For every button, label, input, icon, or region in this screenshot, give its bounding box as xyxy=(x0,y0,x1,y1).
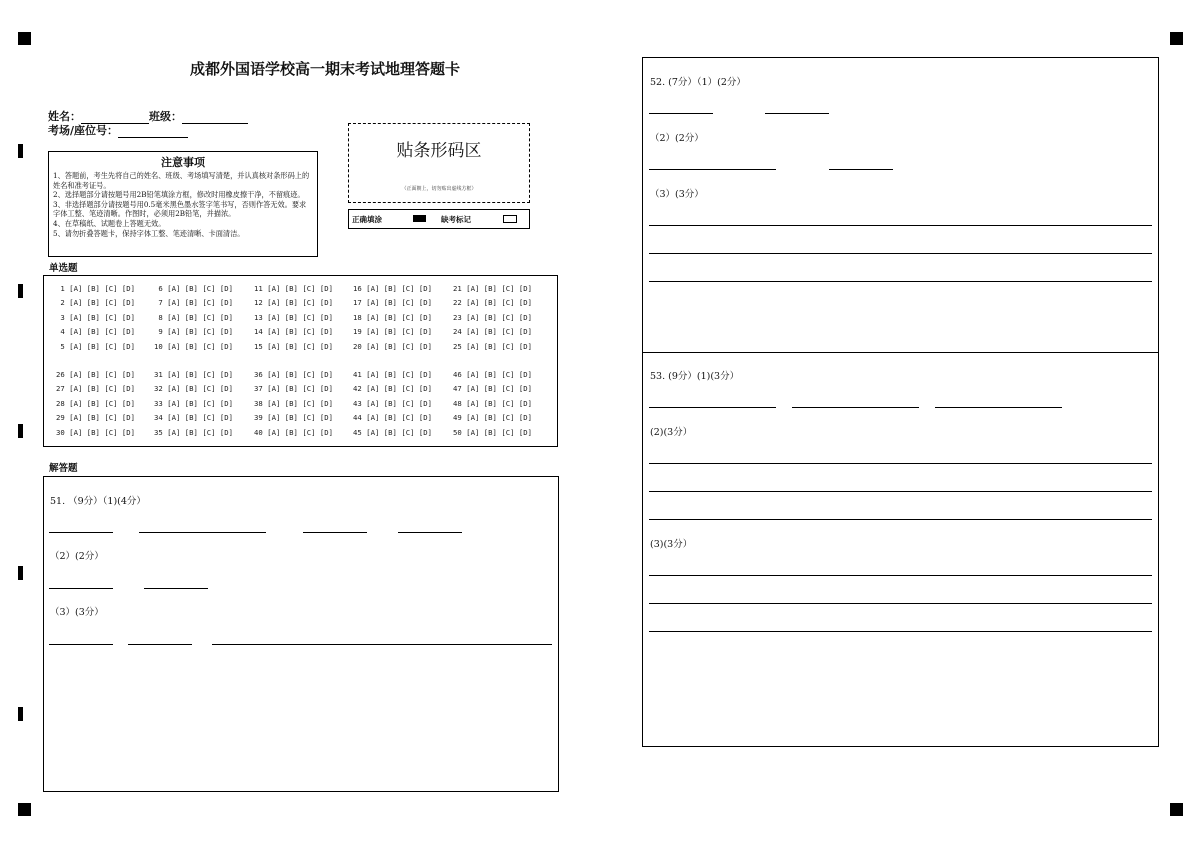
mcq-question-6[interactable]: 6 [A] [B] [C] [D] xyxy=(154,284,234,293)
notice-item: 1、答题前，考生先将自己的姓名、班级、考场填写清楚，并认真核对条形码上的姓名和准考证号。 xyxy=(53,171,310,190)
name-label: 姓名： xyxy=(48,110,81,123)
mcq-question-49[interactable]: 49 [A] [B] [C] [D] xyxy=(453,413,533,423)
answer-line[interactable] xyxy=(649,575,1152,576)
barcode-area xyxy=(348,123,530,203)
answer-line[interactable] xyxy=(49,644,113,645)
q52-title: 52. (7分）（1）(2分） xyxy=(650,77,746,88)
answer-line[interactable] xyxy=(649,519,1152,520)
mcq-question-30[interactable]: 30 [A] [B] [C] [D] xyxy=(56,427,136,437)
answer-line[interactable] xyxy=(144,588,208,589)
mcq-question-2[interactable]: 2 [A] [B] [C] [D] xyxy=(56,298,136,308)
barcode-label: 贴条形码区 xyxy=(396,141,482,161)
registration-mark xyxy=(18,803,31,816)
mcq-question-48[interactable]: 48 [A] [B] [C] [D] xyxy=(453,398,533,408)
q53-part3: (3)(3分） xyxy=(650,539,693,550)
notice-heading: 注意事项 xyxy=(161,156,205,169)
mcq-question-32[interactable]: 32 [A] [B] [C] [D] xyxy=(154,384,234,394)
q52-part2: （2）(2分） xyxy=(650,133,704,144)
answer-line[interactable] xyxy=(649,407,776,408)
exam-seat-label: 考场/座位号： xyxy=(48,124,119,137)
barcode-note: （正面朝上，切勿贴出虚线方框） xyxy=(401,186,477,192)
timing-mark xyxy=(18,144,23,158)
answer-line[interactable] xyxy=(649,225,1152,226)
q53-part2: (2)(3分） xyxy=(650,427,693,438)
timing-mark xyxy=(18,566,23,580)
mcq-question-1[interactable]: 1 [A] [B] [C] [D] xyxy=(56,284,136,293)
mcq-question-8[interactable]: 8 [A] [B] [C] [D] xyxy=(154,312,234,322)
answer-line[interactable] xyxy=(649,463,1152,464)
answer-line[interactable] xyxy=(398,532,462,533)
answer-line[interactable] xyxy=(649,253,1152,254)
notice-item: 2、选择题部分请按题号用2B铅笔填涂方框，修改时用橡皮擦干净，不留痕迹。 xyxy=(53,190,305,200)
mcq-question-29[interactable]: 29 [A] [B] [C] [D] xyxy=(56,413,136,423)
section-divider xyxy=(642,352,1159,353)
mcq-answer-grid xyxy=(43,275,558,447)
mcq-question-5[interactable]: 5 [A] [B] [C] [D] xyxy=(56,341,136,351)
essay-section-label: 解答题 xyxy=(49,463,78,474)
answer-line[interactable] xyxy=(792,407,919,408)
mcq-question-7[interactable]: 7 [A] [B] [C] [D] xyxy=(154,298,234,308)
mcq-question-40[interactable]: 40 [A] [B] [C] [D] xyxy=(254,427,334,437)
class-label: 班级： xyxy=(149,110,182,123)
notice-item: 3、非选择题部分请按题号用0.5毫米黑色墨水签字笔书写，否则作答无效。要求字体工整、笔迹清晰。作图时，必须用2B铅笔，并描浓。 xyxy=(53,199,307,219)
notice-item: 5、请勿折叠答题卡，保持字体工整、笔迹清晰、卡面清洁。 xyxy=(53,228,245,238)
mcq-question-38[interactable]: 38 [A] [B] [C] [D] xyxy=(254,398,334,408)
mcq-question-3[interactable]: 3 [A] [B] [C] [D] xyxy=(56,312,136,322)
answer-line[interactable] xyxy=(212,644,552,645)
mcq-question-31[interactable]: 31 [A] [B] [C] [D] xyxy=(154,370,234,379)
mcq-question-22[interactable]: 22 [A] [B] [C] [D] xyxy=(453,298,533,308)
mcq-question-25[interactable]: 25 [A] [B] [C] [D] xyxy=(453,341,533,351)
mcq-question-24[interactable]: 24 [A] [B] [C] [D] xyxy=(453,327,533,337)
mcq-question-21[interactable]: 21 [A] [B] [C] [D] xyxy=(453,284,533,293)
q52-part3: （3）(3分） xyxy=(650,189,704,200)
mcq-question-13[interactable]: 13 [A] [B] [C] [D] xyxy=(254,312,334,322)
mcq-question-18[interactable]: 18 [A] [B] [C] [D] xyxy=(353,312,433,322)
mcq-question-34[interactable]: 34 [A] [B] [C] [D] xyxy=(154,413,234,423)
absent-checkbox[interactable] xyxy=(503,215,517,223)
correct-fill-label: 正确填涂 xyxy=(352,215,382,224)
answer-line[interactable] xyxy=(829,169,893,170)
mcq-question-47[interactable]: 47 [A] [B] [C] [D] xyxy=(453,384,533,394)
mcq-question-15[interactable]: 15 [A] [B] [C] [D] xyxy=(254,341,334,351)
mcq-question-43[interactable]: 43 [A] [B] [C] [D] xyxy=(353,398,433,408)
notice-item: 4、在草稿纸、试题卷上答题无效。 xyxy=(53,218,166,228)
answer-line[interactable] xyxy=(649,491,1152,492)
answer-line[interactable] xyxy=(139,532,266,533)
mcq-question-39[interactable]: 39 [A] [B] [C] [D] xyxy=(254,413,334,423)
answer-line[interactable] xyxy=(935,407,1062,408)
mcq-question-41[interactable]: 41 [A] [B] [C] [D] xyxy=(353,370,433,379)
mcq-question-17[interactable]: 17 [A] [B] [C] [D] xyxy=(353,298,433,308)
timing-mark xyxy=(18,284,23,298)
q51-part3: （3）(3分） xyxy=(50,607,104,618)
exam-row xyxy=(48,122,188,138)
mcq-question-37[interactable]: 37 [A] [B] [C] [D] xyxy=(254,384,334,394)
registration-mark xyxy=(1170,32,1183,45)
mcq-question-35[interactable]: 35 [A] [B] [C] [D] xyxy=(154,427,234,437)
registration-mark xyxy=(1170,803,1183,816)
answer-line[interactable] xyxy=(649,113,713,114)
q53-title: 53. (9分）(1)(3分） xyxy=(650,371,740,382)
mcq-question-10[interactable]: 10 [A] [B] [C] [D] xyxy=(154,341,234,351)
class-field[interactable] xyxy=(182,111,248,124)
mcq-question-45[interactable]: 45 [A] [B] [C] [D] xyxy=(353,427,433,437)
answer-line[interactable] xyxy=(765,113,829,114)
answer-line[interactable] xyxy=(649,631,1152,632)
exam-seat-field[interactable] xyxy=(118,125,188,138)
mcq-question-4[interactable]: 4 [A] [B] [C] [D] xyxy=(56,327,136,337)
page-title: 成都外国语学校高一期末考试地理答题卡 xyxy=(189,60,460,78)
mcq-question-28[interactable]: 28 [A] [B] [C] [D] xyxy=(56,398,136,408)
fill-legend xyxy=(348,209,530,229)
answer-line[interactable] xyxy=(303,532,367,533)
mcq-question-16[interactable]: 16 [A] [B] [C] [D] xyxy=(353,284,433,293)
mcq-question-9[interactable]: 9 [A] [B] [C] [D] xyxy=(154,327,234,337)
q51-part2: （2）(2分） xyxy=(50,551,104,562)
answer-line[interactable] xyxy=(49,588,113,589)
q51-title: 51. （9分）（1)(4分） xyxy=(50,496,146,507)
mcq-question-33[interactable]: 33 [A] [B] [C] [D] xyxy=(154,398,234,408)
mcq-question-50[interactable]: 50 [A] [B] [C] [D] xyxy=(453,427,533,437)
filled-sample-icon xyxy=(413,215,426,222)
mcq-question-36[interactable]: 36 [A] [B] [C] [D] xyxy=(254,370,334,379)
q52-q53-answer-box xyxy=(642,57,1159,747)
mcq-question-26[interactable]: 26 [A] [B] [C] [D] xyxy=(56,370,136,379)
mcq-question-19[interactable]: 19 [A] [B] [C] [D] xyxy=(353,327,433,337)
timing-mark xyxy=(18,424,23,438)
answer-line[interactable] xyxy=(649,169,776,170)
mcq-question-23[interactable]: 23 [A] [B] [C] [D] xyxy=(453,312,533,322)
mcq-question-42[interactable]: 42 [A] [B] [C] [D] xyxy=(353,384,433,394)
mcq-question-14[interactable]: 14 [A] [B] [C] [D] xyxy=(254,327,334,337)
notice-box xyxy=(48,151,318,257)
absent-mark-label: 缺考标记 xyxy=(441,215,471,224)
answer-line[interactable] xyxy=(128,644,192,645)
mcq-section-label: 单选题 xyxy=(49,263,78,274)
mcq-question-11[interactable]: 11 [A] [B] [C] [D] xyxy=(254,284,334,293)
mcq-question-20[interactable]: 20 [A] [B] [C] [D] xyxy=(353,341,433,351)
answer-line[interactable] xyxy=(649,281,1152,282)
mcq-question-44[interactable]: 44 [A] [B] [C] [D] xyxy=(353,413,433,423)
timing-mark xyxy=(18,707,23,721)
mcq-question-12[interactable]: 12 [A] [B] [C] [D] xyxy=(254,298,334,308)
registration-mark xyxy=(18,32,31,45)
answer-line[interactable] xyxy=(649,603,1152,604)
mcq-question-27[interactable]: 27 [A] [B] [C] [D] xyxy=(56,384,136,394)
mcq-question-46[interactable]: 46 [A] [B] [C] [D] xyxy=(453,370,533,379)
answer-line[interactable] xyxy=(49,532,113,533)
q51-answer-box xyxy=(43,476,559,792)
